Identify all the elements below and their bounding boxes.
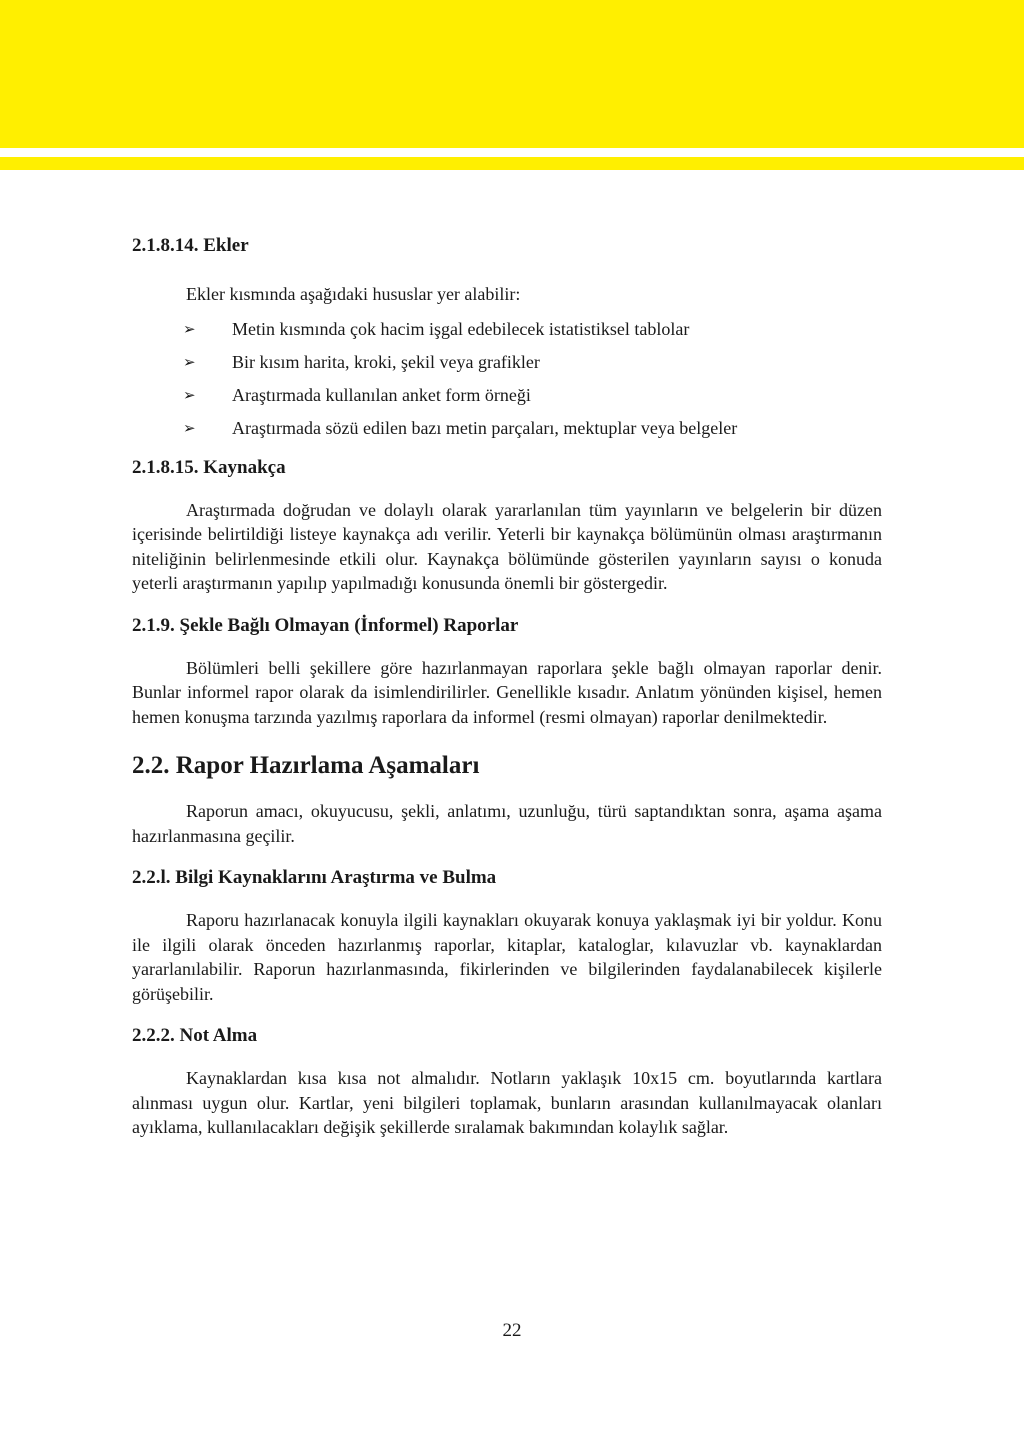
header-yellow-stripe (0, 157, 1024, 170)
asamalar-paragraph: Raporun amacı, okuyucusu, şekli, anlatımı, uzunluğu, türü saptandıktan sonra, aşama aşama hazırlanmasına geçilir. (132, 801, 882, 846)
arrow-bullet-icon: ➢ (183, 352, 196, 371)
section-heading-bilgi: 2.2.l. Bilgi Kaynaklarını Araştırma ve Bulma (132, 867, 497, 888)
section-heading-kaynakca: 2.1.8.15. Kaynakça (132, 456, 286, 478)
page-number: 22 (502, 1320, 522, 1341)
list-item: ➢ Metin kısmında çok hacim işgal edebilecek istatistiksel tablolar (132, 317, 882, 341)
page-content (132, 232, 882, 1140)
section-heading-asamalar: 2.2. Rapor Hazırlama Aşamaları (132, 752, 480, 779)
arrow-bullet-icon: ➢ (183, 418, 196, 437)
bilgi-paragraph: Raporu hazırlanacak konuyla ilgili kaynakları okuyarak konuya yaklaşmak iyi bir yoldur. Konu ile ilgili olarak önceden hazırlanmış raporlar, kitaplar, kataloglar, kılavuzlar vb. kaynaklardan yararlanılabilir. Raporun hazırlanmasında, fikirlerinden ve bilgilerinden faydalanabilecek kişilerle görüşebilir. (132, 910, 882, 1004)
arrow-bullet-icon: ➢ (183, 385, 196, 404)
section-heading-ekler: 2.1.8.14. Ekler (132, 235, 249, 256)
section-heading-not-alma: 2.2.2. Not Alma (132, 1025, 258, 1046)
not-alma-paragraph: Kaynaklardan kısa kısa not almalıdır. Notların yaklaşık 10x15 cm. boyutlarında kartlara alınması uygun olur. Kartlar, yeni bilgileri toplamak, bunların arasından kullanılmayacak olanları ayıklama, kullanılacakları değişik şekillerde sıralamak bakımından kolaylık sağlar. (132, 1068, 882, 1137)
list-item: ➢ Araştırmada kullanılan anket form örneği (132, 383, 882, 407)
ekler-list (132, 317, 882, 440)
kaynakca-paragraph: Araştırmada doğrudan ve dolaylı olarak yararlanılan tüm yayınların ve belgelerin bir düzen içerisinde belirtildiği listeye kaynakça adı verilir. Yeterli bir kaynakça bölümünün olması araştırmanın niteliğinin belirlenmesinde etkili olur. Kaynakça bölümünde gösterilen yayınların sayısı o konuda yeterli araştırmanın yapılıp yapılmadığı konusunda önemli bir göstergedir. (132, 499, 882, 593)
ekler-intro: Ekler kısmında aşağıdaki hususlar yer alabilir: (186, 284, 521, 304)
arrow-bullet-icon: ➢ (183, 319, 196, 338)
list-item: ➢ Araştırmada sözü edilen bazı metin parçaları, mektuplar veya belgeler (132, 416, 882, 440)
list-item: ➢ Bir kısım harita, kroki, şekil veya grafikler (132, 350, 882, 374)
section-heading-informel: 2.1.9. Şekle Bağlı Olmayan (İnformel) Raporlar (132, 614, 519, 636)
header-yellow-band (0, 0, 1024, 148)
informel-paragraph: Bölümleri belli şekillere göre hazırlanmayan raporlara şekle bağlı olmayan raporlar denir. Bunlar informel rapor olarak da isimlendirilirler. Genellikle kısadır. Anlatım yönünden kişisel, hemen hemen konuşma tarzında yazılmış raporlara da informel (resmi olmayan) raporlar denilmektedir. (132, 657, 882, 727)
